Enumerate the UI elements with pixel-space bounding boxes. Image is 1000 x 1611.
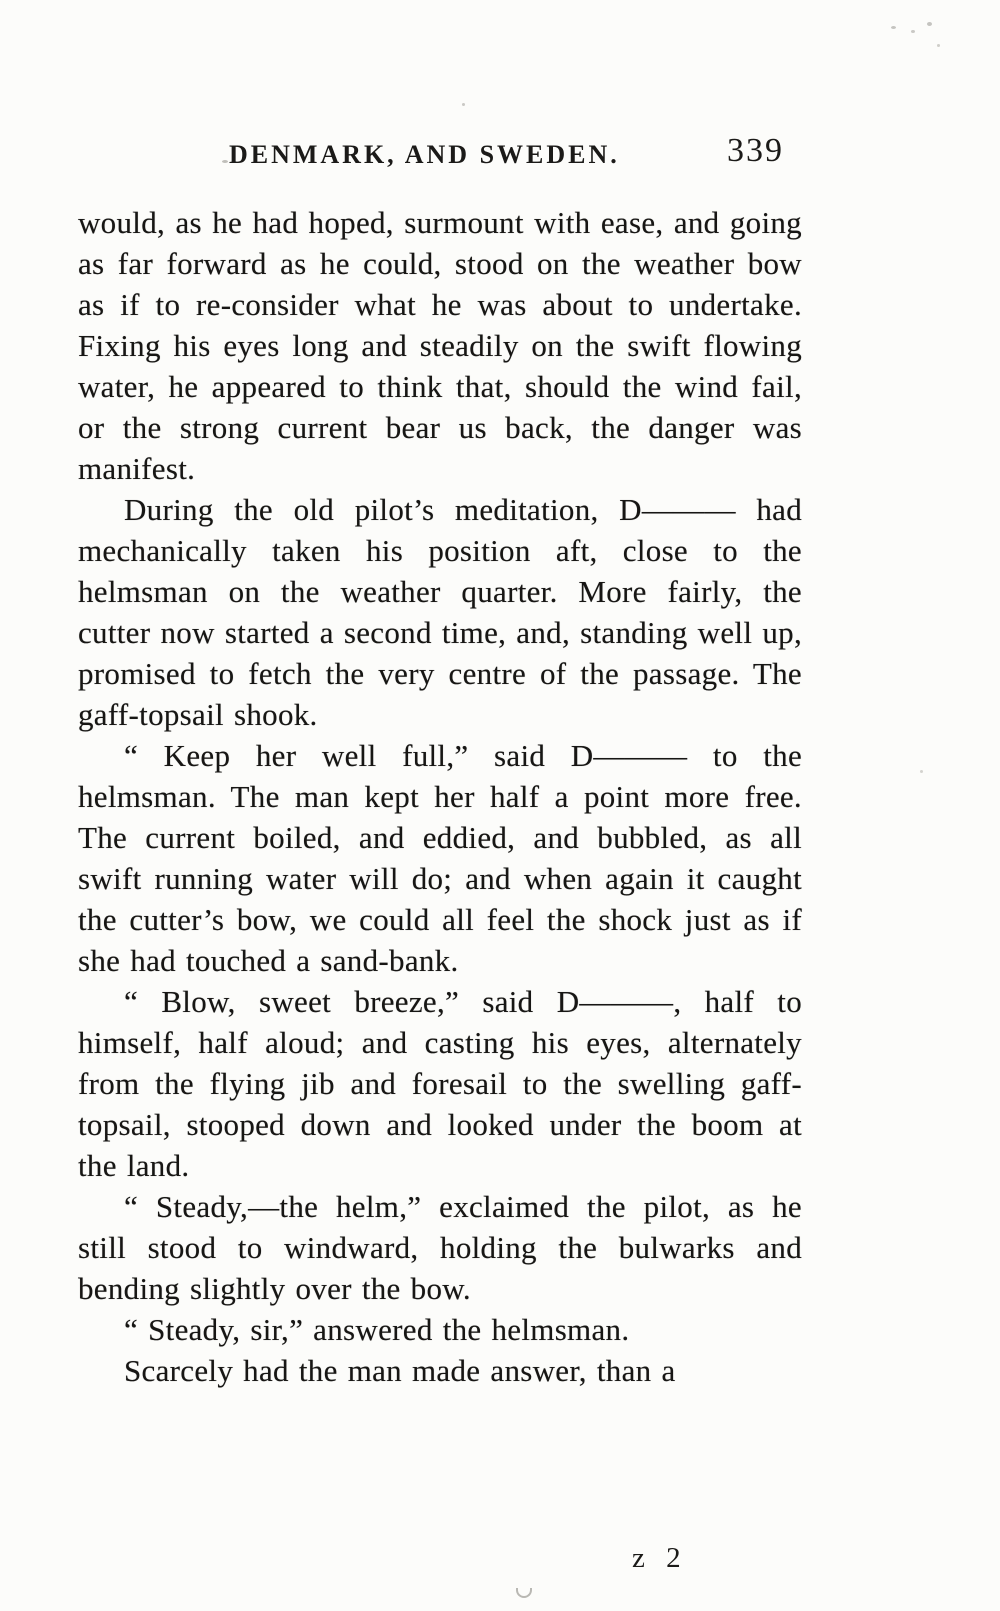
paragraph: “ Steady, sir,” answered the helmsman. (124, 1312, 630, 1347)
text-column (78, 132, 802, 1391)
body-text (78, 202, 802, 1391)
scan-speck (891, 26, 896, 29)
paragraph: “ Blow, sweet breeze,” said D———, half to himself, half aloud; and casting his eyes, alternately from the flying jib and foresail to the swelling gaff-topsail, stooped down and looked under the boom at the land. (78, 984, 802, 1183)
paragraph: “ Steady,—the helm,” exclaimed the pilot, as he still stood to windward, holding the bulwarks and bending slightly over the bow. (78, 1189, 802, 1306)
paragraph: Scarcely had the man made answer, than a (124, 1353, 676, 1388)
scan-speck (462, 103, 465, 106)
paragraph: would, as he had hoped, surmount with ease, and going as far forward as he could, stood on the weather bow as if to re-consider what he was about to undertake. Fixing his eyes long and steadily on the swift flowing water, he appeared to think that, should the wind fail, or the strong current bear us back, the danger was manifest. (78, 205, 802, 486)
scan-speck (927, 22, 932, 26)
scan-speck (937, 44, 940, 47)
scan-speck (911, 30, 915, 33)
running-title: DENMARK, AND SWEDEN. (228, 140, 620, 169)
paragraph: “ Keep her well full,” said D——— to the helmsman. The man kept her half a point more free. The current boiled, and eddied, and bubbled, as all swift running water will do; and when again it caught the cutter’s bow, we could all feel the shock just as if she had touched a sand-bank. (78, 738, 802, 978)
paragraph: During the old pilot’s meditation, D——— had mechanically taken his position aft, close to the helmsman on the weather quarter. More fairly, the cutter now started a second time, and, standing well up, promised to fetch the very centre of the passage. The gaff-topsail shook. (78, 492, 802, 732)
page-header (78, 132, 802, 178)
printers-signature: z 2 (632, 1542, 688, 1574)
page-number: 339 (727, 132, 784, 169)
scan-mark (516, 1588, 532, 1598)
scan-speck (920, 770, 923, 773)
